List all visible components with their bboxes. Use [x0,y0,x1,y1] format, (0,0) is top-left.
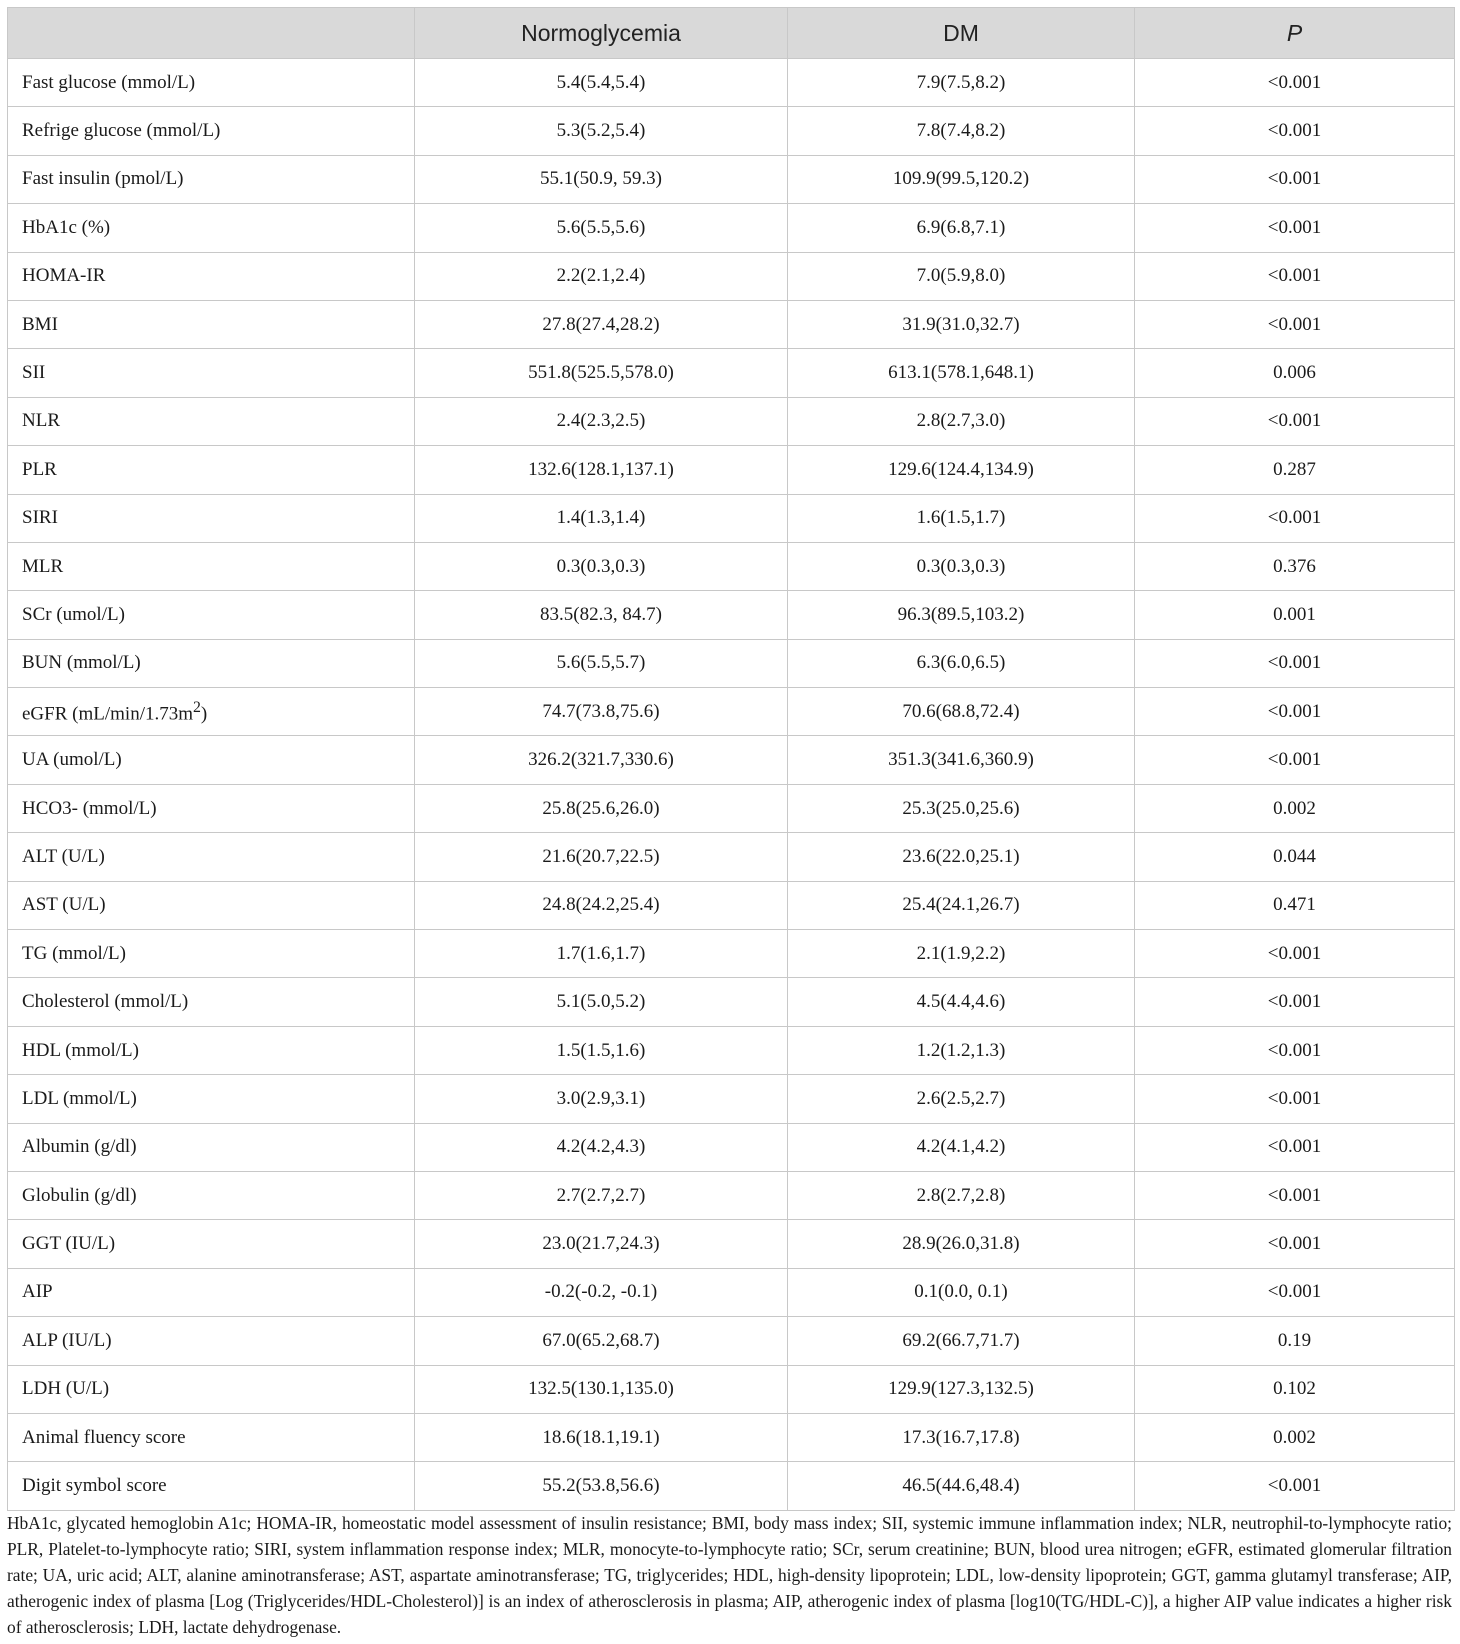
p-value: 0.287 [1135,446,1455,494]
dm-value: 6.3(6.0,6.5) [788,639,1135,687]
table-row [8,1365,1455,1413]
row-label [8,639,415,687]
normoglycemia-value: 1.7(1.6,1.7) [415,930,788,978]
dm-value: 129.6(124.4,134.9) [788,446,1135,494]
row-label-text: UA (umol/L) [22,749,122,771]
row-label-text: Fast glucose (mmol/L) [22,71,196,93]
normoglycemia-value: 74.7(73.8,75.6) [415,688,788,736]
dm-value: 2.1(1.9,2.2) [788,930,1135,978]
table-row [8,252,1455,300]
row-label-text: ALP (IU/L) [22,1329,112,1351]
normoglycemia-value: 2.2(2.1,2.4) [415,252,788,300]
normoglycemia-value: 4.2(4.2,4.3) [415,1123,788,1171]
row-label [8,542,415,590]
row-label-text: Globulin (g/dl) [22,1184,137,1206]
normoglycemia-value: 23.0(21.7,24.3) [415,1220,788,1268]
table-row [8,833,1455,881]
table-row [8,542,1455,590]
p-value: 0.002 [1135,784,1455,832]
row-label-text: SCr (umol/L) [22,603,125,625]
row-label-tail: ) [200,702,208,724]
p-value: 0.376 [1135,542,1455,590]
p-value: <0.001 [1135,1026,1455,1074]
row-label [8,59,415,107]
table-row [8,107,1455,155]
table-row [8,784,1455,832]
normoglycemia-value: 3.0(2.9,3.1) [415,1075,788,1123]
row-label-text: HOMA-IR [22,265,106,287]
normoglycemia-value: 5.4(5.4,5.4) [415,59,788,107]
dm-value: 7.8(7.4,8.2) [788,107,1135,155]
normoglycemia-value: 1.4(1.3,1.4) [415,494,788,542]
table-row [8,1123,1455,1171]
row-label-text: Refrige glucose (mmol/L) [22,120,221,142]
row-label [8,784,415,832]
p-value: <0.001 [1135,736,1455,784]
row-label [8,397,415,445]
table-row [8,59,1455,107]
row-label [8,736,415,784]
row-label [8,688,415,736]
p-value: 0.19 [1135,1317,1455,1365]
table-row [8,1413,1455,1461]
row-label-text: HDL (mmol/L) [22,1039,139,1061]
row-label-text: BUN (mmol/L) [22,652,141,674]
table-row [8,978,1455,1026]
normoglycemia-value: 55.2(53.8,56.6) [415,1462,788,1510]
row-label [8,881,415,929]
dm-value: 17.3(16.7,17.8) [788,1413,1135,1461]
table-row [8,1171,1455,1219]
row-label-text: TG (mmol/L) [22,942,126,964]
p-value: <0.001 [1135,397,1455,445]
row-label [8,930,415,978]
dm-value: 2.8(2.7,3.0) [788,397,1135,445]
row-label-text: BMI [22,313,58,335]
dm-value: 31.9(31.0,32.7) [788,300,1135,348]
header-dm: DM [788,8,1135,59]
normoglycemia-value: 5.3(5.2,5.4) [415,107,788,155]
dm-value: 70.6(68.8,72.4) [788,688,1135,736]
p-value: <0.001 [1135,204,1455,252]
table-row [8,736,1455,784]
row-label [8,1365,415,1413]
row-label [8,494,415,542]
dm-value: 351.3(341.6,360.9) [788,736,1135,784]
table-row [8,639,1455,687]
table-row [8,494,1455,542]
row-label-text: LDH (U/L) [22,1378,110,1400]
row-label-superscript: 2 [193,698,201,716]
table-header [8,8,1455,59]
p-value: <0.001 [1135,1462,1455,1510]
dm-value: 4.5(4.4,4.6) [788,978,1135,1026]
p-value: <0.001 [1135,155,1455,203]
dm-value: 25.4(24.1,26.7) [788,881,1135,929]
row-label-text: Cholesterol (mmol/L) [22,991,189,1013]
p-value: 0.002 [1135,1413,1455,1461]
p-value: <0.001 [1135,1220,1455,1268]
table-row [8,1026,1455,1074]
table-row [8,688,1455,736]
normoglycemia-value: -0.2(-0.2, -0.1) [415,1268,788,1316]
dm-value: 4.2(4.1,4.2) [788,1123,1135,1171]
table-row [8,1268,1455,1316]
table-row [8,397,1455,445]
p-value: 0.001 [1135,591,1455,639]
table-row [8,300,1455,348]
p-value: <0.001 [1135,639,1455,687]
p-value: <0.001 [1135,930,1455,978]
header-p-value: P [1135,8,1455,59]
normoglycemia-value: 5.6(5.5,5.7) [415,639,788,687]
normoglycemia-value: 83.5(82.3, 84.7) [415,591,788,639]
dm-value: 613.1(578.1,648.1) [788,349,1135,397]
normoglycemia-value: 0.3(0.3,0.3) [415,542,788,590]
normoglycemia-value: 326.2(321.7,330.6) [415,736,788,784]
dm-value: 28.9(26.0,31.8) [788,1220,1135,1268]
table-row [8,591,1455,639]
p-value: <0.001 [1135,1123,1455,1171]
row-label-text: LDL (mmol/L) [22,1087,137,1109]
row-label-text: HbA1c (%) [22,216,111,238]
row-label [8,1026,415,1074]
row-label [8,1075,415,1123]
row-label [8,1317,415,1365]
dm-value: 1.6(1.5,1.7) [788,494,1135,542]
p-value: <0.001 [1135,1075,1455,1123]
row-label [8,1462,415,1510]
table-row [8,881,1455,929]
row-label [8,833,415,881]
row-label [8,1413,415,1461]
normoglycemia-value: 27.8(27.4,28.2) [415,300,788,348]
normoglycemia-value: 67.0(65.2,68.7) [415,1317,788,1365]
row-label [8,349,415,397]
dm-value: 46.5(44.6,48.4) [788,1462,1135,1510]
header-normoglycemia: Normoglycemia [415,8,788,59]
row-label-text: GGT (IU/L) [22,1233,116,1255]
row-label-text: MLR [22,555,64,577]
table-row [8,930,1455,978]
row-label-text: AST (U/L) [22,894,106,916]
table-row [8,446,1455,494]
table-footnote: HbA1c, glycated hemoglobin A1c; HOMA-IR, homeostatic model assessment of insulin resistance; BMI, body mass index; SII, systemic immune inflammation index; NLR, neutrophil-to-lymphocyte ratio; PLR, Platelet-to-lymphocyte ratio; SIRI, system inflammation response index; MLR, monocyte-to-lymphocyte ratio; SCr, serum creatinine; BUN, blood urea nitrogen; eGFR, estimated glomerular filtration rate; UA, uric acid; ALT, alanine aminotransferase; AST, aspartate aminotransferase; TG, triglycerides; HDL, high-density lipoprotein; LDL, low-density lipoprotein; GGT, gamma glutamyl transferase; AIP, atherogenic index of plasma [Log (Triglycerides/HDL-Cholesterol)] is an index of atherosclerosis in plasma; AIP, atherogenic index of plasma [log10(TG/HDL-C)], a higher AIP value indicates a higher risk of atherosclerosis; LDH, lactate dehydrogenase. [7,1513,1452,1637]
normoglycemia-value: 1.5(1.5,1.6) [415,1026,788,1074]
dm-value: 23.6(22.0,25.1) [788,833,1135,881]
table-row [8,349,1455,397]
dm-value: 0.3(0.3,0.3) [788,542,1135,590]
row-label-text: SII [22,362,46,384]
comparison-table [7,7,1455,1511]
dm-value: 69.2(66.7,71.7) [788,1317,1135,1365]
normoglycemia-value: 5.1(5.0,5.2) [415,978,788,1026]
normoglycemia-value: 5.6(5.5,5.6) [415,204,788,252]
dm-value: 109.9(99.5,120.2) [788,155,1135,203]
p-value: <0.001 [1135,59,1455,107]
p-value: <0.001 [1135,252,1455,300]
normoglycemia-value: 18.6(18.1,19.1) [415,1413,788,1461]
normoglycemia-value: 2.4(2.3,2.5) [415,397,788,445]
normoglycemia-value: 551.8(525.5,578.0) [415,349,788,397]
p-value: <0.001 [1135,688,1455,736]
header-blank-cell [8,8,415,59]
header-row [8,8,1455,59]
table-row [8,204,1455,252]
row-label [8,1123,415,1171]
dm-value: 96.3(89.5,103.2) [788,591,1135,639]
row-label-text: PLR [22,458,57,480]
row-label-text: Animal fluency score [22,1426,186,1448]
p-value: 0.044 [1135,833,1455,881]
row-label-text: AIP [22,1281,53,1303]
row-label [8,446,415,494]
normoglycemia-value: 132.5(130.1,135.0) [415,1365,788,1413]
p-value: <0.001 [1135,978,1455,1026]
dm-value: 2.6(2.5,2.7) [788,1075,1135,1123]
row-label-text: HCO3- (mmol/L) [22,797,157,819]
row-label-text: Digit symbol score [22,1475,167,1497]
dm-value: 25.3(25.0,25.6) [788,784,1135,832]
dm-value: 6.9(6.8,7.1) [788,204,1135,252]
table-row [8,1462,1455,1510]
row-label [8,155,415,203]
row-label [8,591,415,639]
row-label [8,252,415,300]
dm-value: 129.9(127.3,132.5) [788,1365,1135,1413]
dm-value: 1.2(1.2,1.3) [788,1026,1135,1074]
normoglycemia-value: 24.8(24.2,25.4) [415,881,788,929]
p-value: 0.006 [1135,349,1455,397]
p-value: <0.001 [1135,107,1455,155]
row-label [8,107,415,155]
row-label [8,1171,415,1219]
row-label-text: SIRI [22,507,58,529]
data-table-container [7,7,1454,1511]
p-value: <0.001 [1135,1171,1455,1219]
table-row [8,1075,1455,1123]
row-label [8,204,415,252]
dm-value: 7.9(7.5,8.2) [788,59,1135,107]
normoglycemia-value: 55.1(50.9, 59.3) [415,155,788,203]
row-label-text: ALT (U/L) [22,845,105,867]
normoglycemia-value: 2.7(2.7,2.7) [415,1171,788,1219]
p-value: <0.001 [1135,1268,1455,1316]
normoglycemia-value: 25.8(25.6,26.0) [415,784,788,832]
p-value: 0.102 [1135,1365,1455,1413]
row-label [8,1220,415,1268]
row-label-text: Albumin (g/dl) [22,1136,137,1158]
row-label-text: eGFR (mL/min/1.73m [22,702,193,724]
table-row [8,155,1455,203]
p-value: 0.471 [1135,881,1455,929]
dm-value: 7.0(5.9,8.0) [788,252,1135,300]
p-value: <0.001 [1135,494,1455,542]
row-label [8,1268,415,1316]
table-row [8,1317,1455,1365]
row-label [8,300,415,348]
table-row [8,1220,1455,1268]
table-body [8,59,1455,1511]
row-label-text: NLR [22,410,60,432]
row-label-text: Fast insulin (pmol/L) [22,168,184,190]
p-value: <0.001 [1135,300,1455,348]
row-label [8,978,415,1026]
dm-value: 2.8(2.7,2.8) [788,1171,1135,1219]
normoglycemia-value: 132.6(128.1,137.1) [415,446,788,494]
dm-value: 0.1(0.0, 0.1) [788,1268,1135,1316]
normoglycemia-value: 21.6(20.7,22.5) [415,833,788,881]
